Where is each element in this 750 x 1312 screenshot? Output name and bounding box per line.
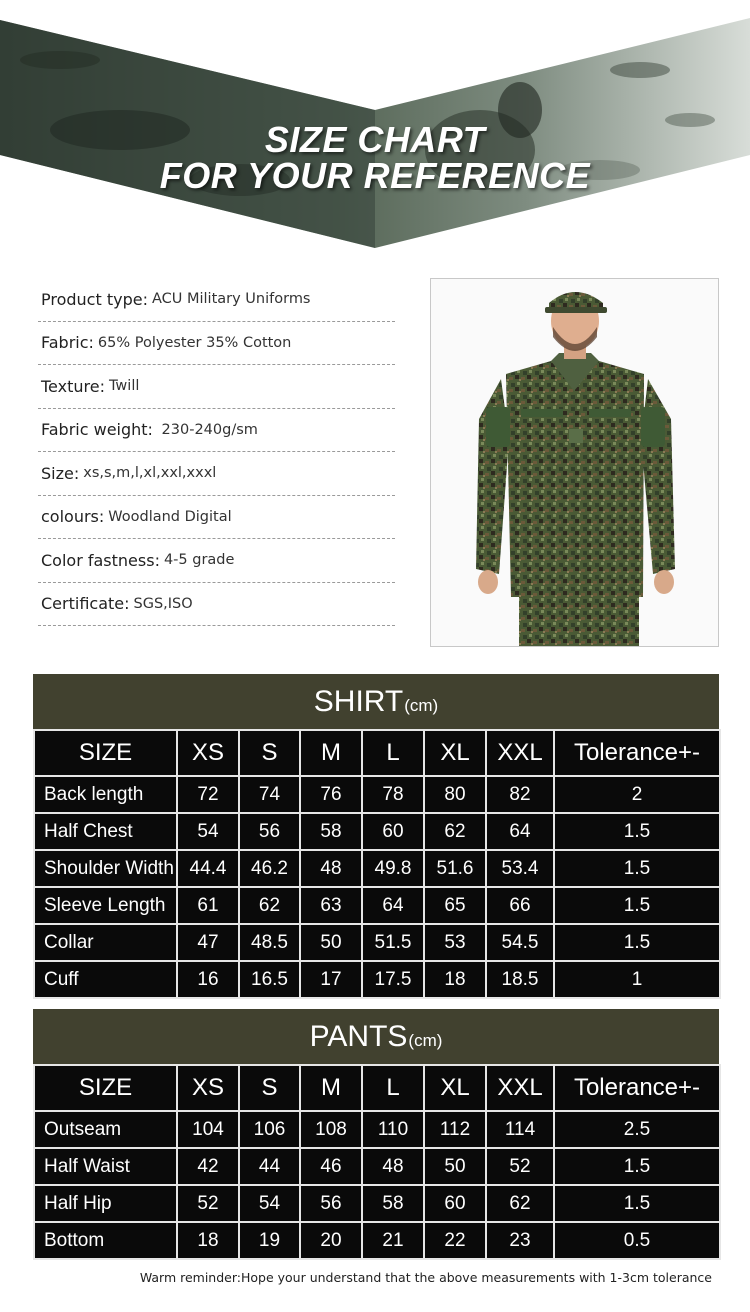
size-chart-banner [0, 0, 750, 250]
header-cell: XXL [486, 1065, 554, 1111]
table-cell: 106 [239, 1111, 300, 1148]
table-cell: 62 [424, 813, 486, 850]
spec-value: 230-240g/sm [156, 421, 258, 438]
table-cell: 78 [362, 776, 424, 813]
table-cell: 46.2 [239, 850, 300, 887]
table-cell: 1.5 [554, 813, 720, 850]
spec-value: 65% Polyester 35% Cotton [97, 334, 292, 351]
header-cell: M [300, 730, 362, 776]
table-cell: 54 [239, 1185, 300, 1222]
table-cell: 50 [300, 924, 362, 961]
table-cell: 74 [239, 776, 300, 813]
table-cell: 62 [239, 887, 300, 924]
table-cell: 17.5 [362, 961, 424, 998]
table-cell: 50 [424, 1148, 486, 1185]
header-cell: M [300, 1065, 362, 1111]
table-cell: 61 [177, 887, 239, 924]
row-label: Bottom [34, 1222, 177, 1259]
shirt-section-header [33, 674, 719, 729]
spec-fabric [38, 322, 395, 366]
table-cell: 1 [554, 961, 720, 998]
table-cell: 44.4 [177, 850, 239, 887]
header-cell: L [362, 1065, 424, 1111]
table-cell: 66 [486, 887, 554, 924]
table-cell: 58 [300, 813, 362, 850]
spec-value: SGS,ISO [133, 595, 193, 612]
table-cell: 104 [177, 1111, 239, 1148]
header-cell: S [239, 730, 300, 776]
pants-unit: (cm) [408, 1030, 443, 1050]
spec-label: colours: [41, 507, 105, 527]
spec-value: 4-5 grade [163, 552, 235, 569]
product-photo [430, 278, 719, 647]
table-row [34, 924, 720, 961]
table-header-row [34, 730, 720, 776]
table-cell: 58 [362, 1185, 424, 1222]
soldier-uniform-illustration [431, 279, 718, 646]
table-cell: 20 [300, 1222, 362, 1259]
table-cell: 1.5 [554, 850, 720, 887]
table-cell: 52 [486, 1148, 554, 1185]
table-cell: 16 [177, 961, 239, 998]
table-cell: 54.5 [486, 924, 554, 961]
spec-colours [38, 496, 395, 540]
table-cell: 114 [486, 1111, 554, 1148]
spec-size [38, 452, 395, 496]
banner-title-line2: FOR YOUR REFERENCE [159, 155, 591, 196]
table-cell: 53.4 [486, 850, 554, 887]
row-label: Half Hip [34, 1185, 177, 1222]
table-header-row [34, 1065, 720, 1111]
table-cell: 60 [424, 1185, 486, 1222]
row-label: Back length [34, 776, 177, 813]
row-label: Cuff [34, 961, 177, 998]
table-row [34, 776, 720, 813]
table-cell: 1.5 [554, 1185, 720, 1222]
table-cell: 53 [424, 924, 486, 961]
table-row [34, 1185, 720, 1222]
table-cell: 64 [362, 887, 424, 924]
spec-label: Fabric: [41, 333, 94, 353]
row-label: Sleeve Length [34, 887, 177, 924]
shirt-size-table [33, 729, 721, 999]
shirt-unit: (cm) [404, 695, 439, 715]
table-cell: 56 [300, 1185, 362, 1222]
row-label: Half Waist [34, 1148, 177, 1185]
pants-size-table [33, 1064, 721, 1260]
header-cell: SIZE [34, 730, 177, 776]
spec-label: Product type: [41, 289, 148, 309]
spec-product-type [38, 278, 395, 322]
spec-value: Twill [108, 378, 140, 395]
table-cell: 54 [177, 813, 239, 850]
table-cell: 1.5 [554, 924, 720, 961]
header-cell: Tolerance+- [554, 730, 720, 776]
table-row [34, 961, 720, 998]
table-cell: 44 [239, 1148, 300, 1185]
spec-value: Woodland Digital [108, 508, 232, 525]
header-cell: S [239, 1065, 300, 1111]
table-cell: 51.5 [362, 924, 424, 961]
spec-label: Fabric weight: [41, 420, 153, 440]
table-row [34, 1111, 720, 1148]
table-cell: 48 [300, 850, 362, 887]
header-cell: SIZE [34, 1065, 177, 1111]
warm-reminder: Warm reminder:Hope your understand that the above measurements with 1-3cm tolerance [139, 1270, 712, 1285]
table-cell: 49.8 [362, 850, 424, 887]
table-cell: 19 [239, 1222, 300, 1259]
table-cell: 2.5 [554, 1111, 720, 1148]
row-label: Collar [34, 924, 177, 961]
table-cell: 112 [424, 1111, 486, 1148]
table-row [34, 1148, 720, 1185]
spec-label: Texture: [41, 376, 105, 396]
spec-label: Color fastness: [41, 550, 160, 570]
table-cell: 48.5 [239, 924, 300, 961]
banner-title-line1: SIZE CHART [264, 119, 486, 160]
table-cell: 110 [362, 1111, 424, 1148]
product-specs-list [38, 278, 395, 626]
pants-section-header [33, 1009, 719, 1064]
table-row [34, 887, 720, 924]
table-cell: 51.6 [424, 850, 486, 887]
spec-texture [38, 365, 395, 409]
header-cell: L [362, 730, 424, 776]
spec-fabric-weight [38, 409, 395, 453]
pants-title: PANTS [309, 1019, 408, 1053]
table-row [34, 813, 720, 850]
table-cell: 48 [362, 1148, 424, 1185]
table-cell: 72 [177, 776, 239, 813]
table-cell: 65 [424, 887, 486, 924]
table-cell: 23 [486, 1222, 554, 1259]
header-cell: XL [424, 1065, 486, 1111]
spec-certificate [38, 583, 395, 627]
table-cell: 63 [300, 887, 362, 924]
table-cell: 1.5 [554, 1148, 720, 1185]
table-cell: 52 [177, 1185, 239, 1222]
table-cell: 46 [300, 1148, 362, 1185]
table-cell: 76 [300, 776, 362, 813]
spec-value: ACU Military Uniforms [151, 291, 311, 308]
table-row [34, 850, 720, 887]
row-label: Half Chest [34, 813, 177, 850]
table-cell: 64 [486, 813, 554, 850]
table-cell: 21 [362, 1222, 424, 1259]
table-cell: 56 [239, 813, 300, 850]
table-cell: 0.5 [554, 1222, 720, 1259]
table-row [34, 1222, 720, 1259]
row-label: Shoulder Width [34, 850, 177, 887]
row-label: Outseam [34, 1111, 177, 1148]
table-cell: 1.5 [554, 887, 720, 924]
spec-label: Size: [41, 463, 80, 483]
table-cell: 18 [424, 961, 486, 998]
table-cell: 18.5 [486, 961, 554, 998]
table-cell: 22 [424, 1222, 486, 1259]
spec-color-fastness [38, 539, 395, 583]
table-cell: 18 [177, 1222, 239, 1259]
table-cell: 80 [424, 776, 486, 813]
header-cell: XXL [486, 730, 554, 776]
header-cell: XL [424, 730, 486, 776]
table-cell: 16.5 [239, 961, 300, 998]
table-cell: 82 [486, 776, 554, 813]
header-cell: XS [177, 1065, 239, 1111]
shirt-title: SHIRT [313, 684, 404, 718]
table-cell: 60 [362, 813, 424, 850]
table-cell: 42 [177, 1148, 239, 1185]
table-cell: 47 [177, 924, 239, 961]
spec-label: Certificate: [41, 594, 130, 614]
spec-value: xs,s,m,l,xl,xxl,xxxl [83, 465, 217, 482]
table-cell: 2 [554, 776, 720, 813]
table-cell: 108 [300, 1111, 362, 1148]
header-cell: XS [177, 730, 239, 776]
header-cell: Tolerance+- [554, 1065, 720, 1111]
table-cell: 62 [486, 1185, 554, 1222]
table-cell: 17 [300, 961, 362, 998]
